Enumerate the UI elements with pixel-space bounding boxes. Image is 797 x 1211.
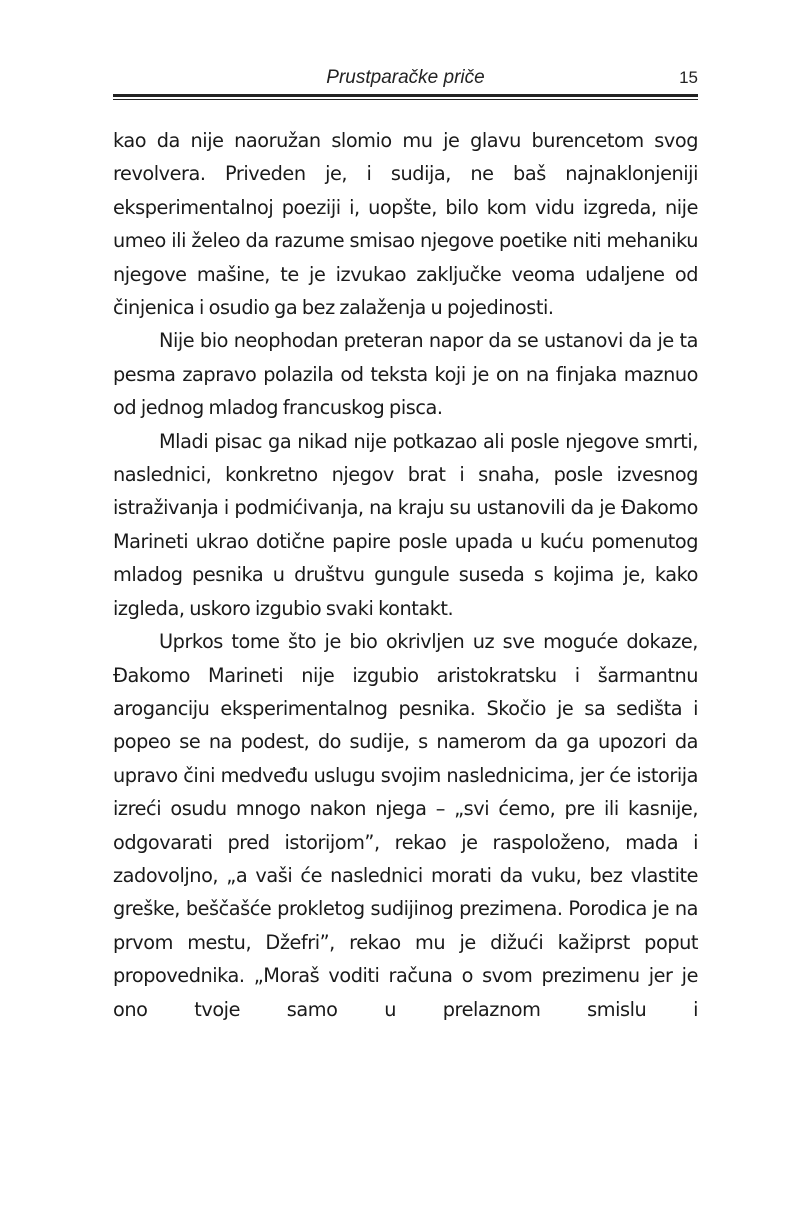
body-text	[113, 124, 698, 1026]
running-title: Prustparačke priče	[326, 67, 485, 88]
header-rule-thick	[113, 94, 698, 97]
paragraph-3: Mladi pisac ga nikad nije potkazao ali posle njegove smrti, naslednici, konkretno njegov brat i snaha, posle izvesnog istraživanja i podmićivanja, na kraju su ustanovili da je Đakomo Marineti ukrao dotične papire posle upada u kuću pomenutog mladog pesnika u društvu gungule suseda s kojima je, kako izgleda, uskoro izgubio svaki kontakt.	[113, 429, 698, 620]
page-header	[113, 66, 698, 90]
paragraph-4: Uprkos tome što je bio okrivljen uz sve moguće dokaze, Đakomo Marineti nije izgubio aristokratsku i šarmantnu aroganciju eksperimentalnog pesnika. Skočio je sa sedišta i popeo se na podest, do sudije, s namerom da ga upozori da upravo čini medveđu uslugu svojim naslednicima, jer će istorija izreći osudu mnogo nakon njega – „svi ćemo, pre ili kasnije, odgovarati pred istorijom”, rekao je raspoloženo, mada i zadovoljno, „a vaši će naslednici morati da vuku, bez vlastite greške, beščašće prokletog sudijinog prezimena. Porodica je na prvom mestu, Džefri”, rekao mu je dižući kažiprst poput propovednika. „Moraš voditi računa o svom prezimenu jer je ono tvoje samo u prelaznom smislu i	[113, 630, 698, 1021]
paragraph-1: kao da nije naoružan slomio mu je glavu burencetom svog revolvera. Priveden je, i sudija, ne baš najnaklonjeniji eksperimentalnoj poeziji i, uopšte, bilo kom vidu izgreda, nije umeo ili želeo da razume smisao njegove poetike niti mehaniku njegove mašine, te je izvukao zaključke veoma udaljene od činjenica i osudio ga bez zalaženja u pojedinosti.	[113, 129, 698, 320]
header-rule-thin	[113, 99, 698, 100]
page-number: 15	[679, 68, 698, 87]
paragraph-2: Nije bio neophodan preteran napor da se ustanovi da je ta pesma zapravo polazila od teksta koji je on na finjaka maznuo od jednog mladog francuskog pisca.	[113, 329, 698, 420]
